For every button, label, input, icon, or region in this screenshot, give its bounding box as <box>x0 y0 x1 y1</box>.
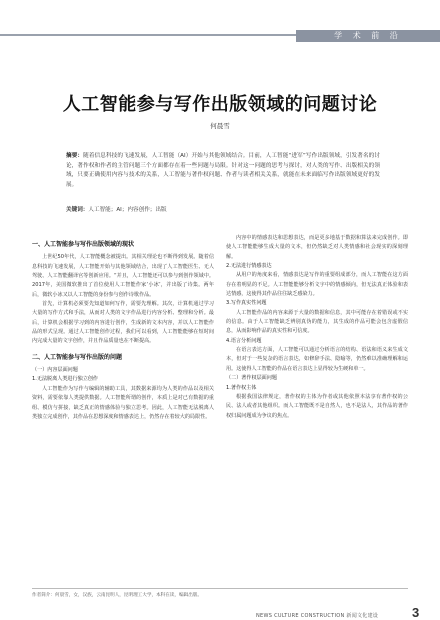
keywords <box>66 206 380 215</box>
subsection-heading: 1.著作权主体 <box>226 384 257 391</box>
subsection-heading: （一）内容层面问题 <box>32 367 78 374</box>
section-heading-2: 二、人工智能参与写作出版的问题 <box>32 353 123 361</box>
subsection-heading: 2.无法进行情感表达 <box>226 263 272 270</box>
paragraph: 人工智能作为写作与编辑的辅助工具，其数据来源均为人类的作品以及相关资料，需要依靠人类提供数据。人工智能所谓的创作，本质上是对已有数据的重组、模仿与拼接，缺乏真正的情感体验与独立思考。因此，人工智能无法脱离人类独立完成创作，其作品在思想深度和情感表达上，仍然存在着较大的局限性。 <box>32 385 214 420</box>
paragraph: 首先，计算机必须要先知道如何写作，需要先理解。其次，计算机通过学习大量的写作方式和手法，从而对人类的文字作品进行内容分析、整理和分析。最后，计算机会根据学习到的内容进行创作，生成新的文本内容，并以人工智能作品的形式呈现。通过人工智能创作过程，我们可以看到，人工智能能够在短时间内完成大量的文字创作，并且作品质量也在不断提高。 <box>32 301 214 345</box>
keywords-text: 人工智能；AI；内容创作；出版 <box>88 207 167 213</box>
abstract <box>66 152 380 190</box>
subsection-heading: 1.无法脱离人类进行独立创作 <box>32 376 98 383</box>
paragraph: 内容中的情感表达和思想表达，而是更多地基于数据和算法来完成创作。即使人工智能能够生成大量的文本，但仍然缺乏对人类情感和社会现实的深刻理解。 <box>226 235 408 260</box>
section-heading-1: 一、人工智能参与写作出版领域的现状 <box>32 241 135 248</box>
subsection-heading: 3.写作真实性问题 <box>226 300 267 307</box>
header-rule <box>0 34 296 36</box>
paragraph: 人工智能作品的内容来源于大量的数据和信息，其中可能存在着错误或不实的信息。由于人工智能缺乏辨别真伪的能力，其生成的作品可能会包含虚假信息，从而影响作品的真实性和可信度。 <box>226 309 408 335</box>
right-column <box>226 234 408 421</box>
page-number: 3 <box>412 605 420 620</box>
subsection-heading: 4.语言分析问题 <box>226 337 262 344</box>
footer-brand: NEWS CULTURE CONSTRUCTION 新闻文化建设 <box>256 613 379 619</box>
paragraph: 从用户的角度来看，情感表达是写作的重要组成部分，而人工智能在这方面存在着明显的不足。人工智能能够分析文字中的情感倾向，但无法真正体验和表达情感，这使得其作品往往缺乏感染力。 <box>226 272 408 298</box>
author-footnote: 作者简介：何晨雪，女，汉族，云南昆明人，昆明理工大学，本科在读，编辑出版。 <box>32 593 202 598</box>
subsection-heading: （二）著作权层面问题 <box>226 375 277 382</box>
paragraph: 在语言表达方面，人工智能可以通过分析语言的结构、语法和语义来生成文本，但对于一些复杂的语言表达，如修辞手法、隐喻等，仍然难以准确理解和运用。这使得人工智能的作品在语言表达上显得较为生硬和单一。 <box>226 347 408 372</box>
abstract-label: 摘要： <box>66 153 84 159</box>
section-tab: 学 术 前 沿 <box>296 30 440 42</box>
paragraph: 根据我国法律规定，著作权的主体为作者或其他依照本法享有著作权的公民、法人或者其他组织。而人工智能既不是自然人，也不是法人，其作品的著作权归属问题成为争议的焦点。 <box>226 393 408 419</box>
article-title: 人工智能参与写作出版领域的问题讨论 <box>62 94 378 115</box>
left-column <box>32 234 214 422</box>
paragraph: 上世纪50年代，人工智能概念被提出。其相关理论也不断得到发展。随着信息科技的飞速发展，人工智能开始与其他领域结合，出现了人工智能医生、无人驾驶、人工智能翻译官等创新应用。“并且，人工智能还可以参与到创作领域中。2017年，美国微软推出了首位使用人工智能作家‘小冰’，并出版了诗集。两年后，微软小冰又以人工智能的身份参与创作诗歌作品。 <box>32 254 214 298</box>
abstract-text: 随着信息科技的飞速发展，人工智能（AI）开始与其他领域结合。目前，人工智能“进军”写作出版领域，引发著名的讨论，著作权和作者的主管问题三个方面都存在着一些问题与局限。针对这一问题的思考与探讨，对人类的写作、出版相关的领域，只要正确使用内容与技术的关系，人工智能与著作权问题、作者与读者相关关系，就能在未来面临写作出版领域更好的发展。 <box>66 153 380 188</box>
article-author: 何晨雪 <box>210 122 230 130</box>
keywords-label: 关键词： <box>66 207 89 213</box>
header-bar <box>0 30 440 40</box>
footnote-divider <box>32 588 408 589</box>
